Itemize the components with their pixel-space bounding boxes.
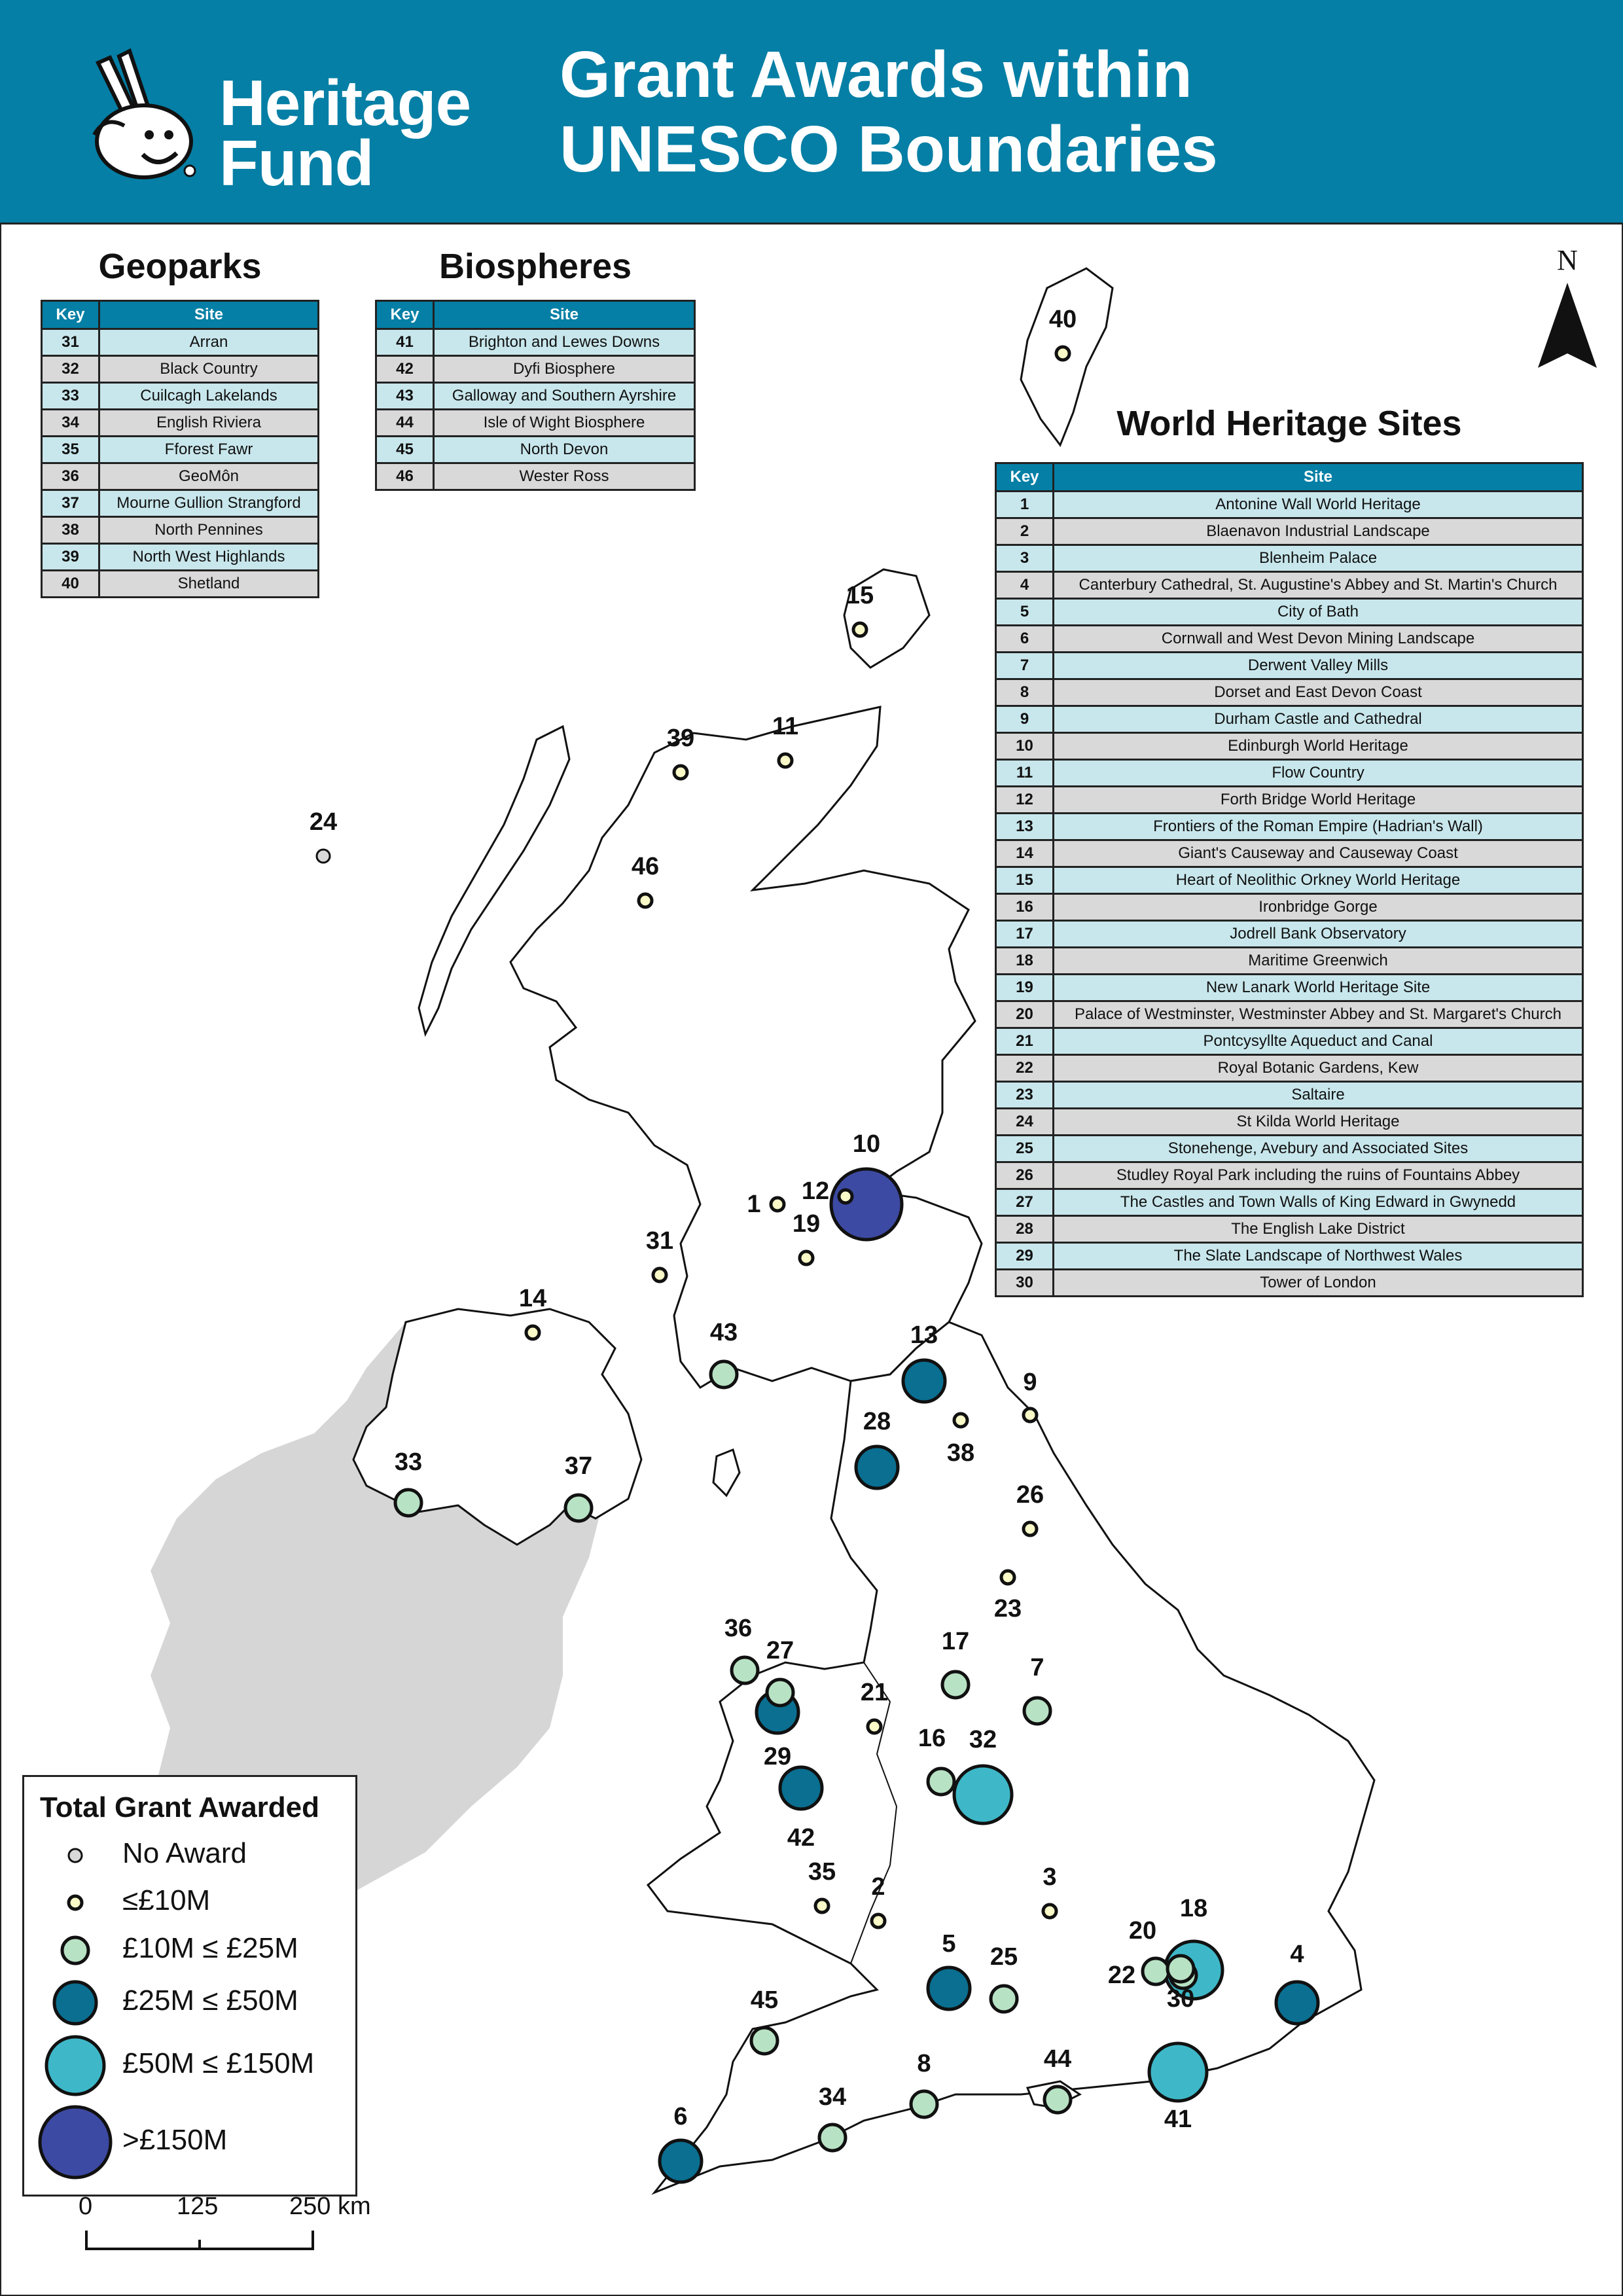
world-heritage-site-cell: Forth Bridge World Heritage: [1054, 787, 1583, 814]
site-marker-38: [954, 1414, 967, 1427]
legend-label-50-150m: £50M ≤ £150M: [122, 2047, 315, 2079]
site-marker-43: [711, 1361, 737, 1388]
site-marker-44: [1044, 2087, 1071, 2113]
site-marker-5: [928, 1967, 970, 2009]
legend-symbol-25-50m: [54, 1982, 96, 2024]
site-marker-13: [903, 1360, 945, 1402]
world-heritage-site-cell: The English Lake District: [1054, 1216, 1583, 1243]
site-marker-label-16: 16: [918, 1725, 946, 1752]
geopark-key-cell: 38: [42, 517, 99, 544]
world-heritage-key-cell: 18: [996, 948, 1054, 975]
site-marker-45: [751, 2028, 777, 2054]
world-heritage-key-cell: 19: [996, 975, 1054, 1001]
legend-label-25-50m: £25M ≤ £50M: [122, 1984, 298, 2017]
site-marker-26: [1024, 1522, 1037, 1535]
world-heritage-site-cell: Jodrell Bank Observatory: [1054, 921, 1583, 948]
site-marker-label-45: 45: [750, 1986, 779, 2014]
world-heritage-key-cell: 15: [996, 867, 1054, 894]
geopark-site-cell: Shetland: [99, 571, 319, 598]
world-heritage-row: [996, 1001, 1583, 1028]
world-heritage-row: [996, 975, 1583, 1001]
site-marker-34: [819, 2125, 846, 2151]
world-heritage-row: [996, 1082, 1583, 1109]
world-heritage-row: [996, 1216, 1583, 1243]
scale-bar: [65, 2193, 380, 2271]
world-heritage-row: [996, 787, 1583, 814]
site-marker-label-13: 13: [910, 1321, 938, 1349]
world-heritage-site-cell: St Kilda World Heritage: [1054, 1109, 1583, 1136]
site-marker-14: [526, 1326, 539, 1339]
site-marker-label-2: 2: [871, 1873, 885, 1901]
legend-label-10-25m: £10M ≤ £25M: [122, 1932, 298, 1964]
world-heritage-key-cell: 28: [996, 1216, 1054, 1243]
north-arrow: [1531, 243, 1603, 374]
world-heritage-row: [996, 1243, 1583, 1270]
site-marker-11: [779, 754, 792, 767]
geopark-site-cell: Mourne Gullion Strangford: [99, 490, 319, 517]
site-marker-label-29: 29: [763, 1743, 792, 1770]
world-heritage-key-cell: 11: [996, 760, 1054, 787]
scale-bar-line: [65, 2228, 327, 2254]
world-heritage-key-cell: 21: [996, 1028, 1054, 1055]
biospheres-heading: Biospheres: [438, 247, 632, 286]
site-marker-label-17: 17: [941, 1628, 970, 1655]
biosphere-site-cell: Dyfi Biosphere: [434, 356, 695, 383]
world-heritage-site-cell: Heart of Neolithic Orkney World Heritage: [1054, 867, 1583, 894]
site-marker-label-44: 44: [1043, 2045, 1072, 2073]
world-heritage-key-cell: 23: [996, 1082, 1054, 1109]
scale-label-125: 125: [177, 2193, 219, 2220]
world-heritage-row: [996, 921, 1583, 948]
geopark-key-cell: 39: [42, 544, 99, 571]
site-marker-label-38: 38: [946, 1439, 975, 1467]
site-marker-40: [1056, 347, 1069, 360]
site-marker-label-4: 4: [1290, 1941, 1304, 1968]
world-heritage-site-cell: Tower of London: [1054, 1270, 1583, 1297]
logo-text-fund: Fund: [219, 127, 374, 199]
world-heritage-key-cell: 26: [996, 1162, 1054, 1189]
site-marker-6: [660, 2140, 702, 2182]
geopark-site-cell: Cuilcagh Lakelands: [99, 383, 319, 410]
world-heritage-site-cell: Giant's Causeway and Causeway Coast: [1054, 840, 1583, 867]
world-heritage-site-cell: Saltaire: [1054, 1082, 1583, 1109]
biosphere-site-cell: North Devon: [434, 437, 695, 463]
world-heritage-site-cell: Durham Castle and Cathedral: [1054, 706, 1583, 733]
geopark-site-cell: North Pennines: [99, 517, 319, 544]
site-marker-label-24: 24: [309, 808, 338, 836]
scotland-outline: [510, 707, 982, 1388]
site-marker-23: [1001, 1571, 1014, 1584]
biospheres-col-key: Key: [376, 301, 434, 329]
site-marker-21: [868, 1720, 881, 1733]
scale-label-250: 250 km: [289, 2193, 371, 2220]
geopark-key-cell: 31: [42, 329, 99, 356]
geoparks-heading: Geoparks: [98, 247, 262, 286]
site-marker-label-10: 10: [852, 1130, 881, 1158]
site-marker-label-28: 28: [863, 1408, 891, 1435]
world-heritage-row: [996, 1189, 1583, 1216]
biosphere-key-cell: 43: [376, 383, 434, 410]
geopark-key-cell: 36: [42, 463, 99, 490]
site-marker-label-40: 40: [1048, 306, 1077, 333]
world-heritage-site-cell: Pontcysyllte Aqueduct and Canal: [1054, 1028, 1583, 1055]
world-heritage-col-site: Site: [1054, 463, 1583, 492]
site-marker-24: [317, 850, 330, 863]
biosphere-site-cell: Isle of Wight Biosphere: [434, 410, 695, 437]
biosphere-key-cell: 45: [376, 437, 434, 463]
site-marker-label-3: 3: [1043, 1863, 1057, 1891]
legend-symbol-gt-150m: [40, 2107, 111, 2178]
site-marker-10: [831, 1169, 902, 1240]
biosphere-key-cell: 44: [376, 410, 434, 437]
geopark-key-cell: 40: [42, 571, 99, 598]
page-title-line2: UNESCO Boundaries: [560, 113, 1218, 186]
world-heritage-site-cell: Canterbury Cathedral, St. Augustine's Abbey and St. Martin's Church: [1054, 572, 1583, 599]
world-heritage-site-cell: Blaenavon Industrial Landscape: [1054, 518, 1583, 545]
site-marker-label-35: 35: [808, 1858, 836, 1886]
world-heritage-row: [996, 492, 1583, 518]
world-heritage-row: [996, 867, 1583, 894]
north-arrow-icon: [1531, 283, 1603, 374]
site-marker-label-20: 20: [1128, 1917, 1157, 1945]
site-marker-label-42: 42: [787, 1824, 815, 1852]
world-heritage-key-cell: 22: [996, 1055, 1054, 1082]
world-heritage-row: [996, 706, 1583, 733]
world-heritage-key-cell: 29: [996, 1243, 1054, 1270]
world-heritage-site-cell: Maritime Greenwich: [1054, 948, 1583, 975]
site-marker-12: [839, 1190, 852, 1203]
legend-symbol-le-10m: [69, 1896, 82, 1909]
world-heritage-row: [996, 679, 1583, 706]
site-marker-28: [856, 1446, 898, 1488]
site-marker-25: [991, 1986, 1017, 2012]
site-marker-9: [1024, 1408, 1037, 1422]
grant-legend: [22, 1775, 357, 2197]
legend-title: Total Grant Awarded: [40, 1791, 320, 1823]
legend-label-gt-150m: >£150M: [122, 2124, 228, 2156]
site-marker-label-15: 15: [846, 582, 874, 609]
site-marker-41: [1149, 2043, 1207, 2101]
site-marker-label-12: 12: [801, 1177, 830, 1205]
site-marker-label-31: 31: [645, 1227, 674, 1255]
world-heritage-row: [996, 840, 1583, 867]
site-marker-33: [395, 1490, 421, 1516]
site-marker-label-6: 6: [673, 2103, 688, 2130]
site-marker-35: [815, 1899, 829, 1912]
world-heritage-row: [996, 1055, 1583, 1082]
world-heritage-key-cell: 14: [996, 840, 1054, 867]
site-marker-46: [639, 894, 652, 907]
world-heritage-key-cell: 16: [996, 894, 1054, 921]
site-marker-37: [565, 1495, 592, 1521]
world-heritage-site-cell: Ironbridge Gorge: [1054, 894, 1583, 921]
world-heritage-key-cell: 5: [996, 599, 1054, 626]
world-heritage-site-cell: Cornwall and West Devon Mining Landscape: [1054, 626, 1583, 653]
biospheres-col-site: Site: [434, 301, 695, 329]
site-marker-label-22: 22: [1107, 1962, 1136, 1989]
world-heritage-key-cell: 2: [996, 518, 1054, 545]
world-heritage-site-cell: Blenheim Palace: [1054, 545, 1583, 572]
world-heritage-key-cell: 25: [996, 1136, 1054, 1162]
site-marker-label-32: 32: [969, 1726, 997, 1753]
world-heritage-site-cell: Stonehenge, Avebury and Associated Sites: [1054, 1136, 1583, 1162]
geopark-site-cell: North West Highlands: [99, 544, 319, 571]
site-marker-label-39: 39: [666, 725, 695, 752]
site-marker-label-27: 27: [766, 1637, 794, 1664]
geopark-site-cell: Arran: [99, 329, 319, 356]
world-heritage-row: [996, 518, 1583, 545]
biosphere-key-cell: 42: [376, 356, 434, 383]
scale-label-0: 0: [79, 2193, 93, 2220]
legend-symbol-10-25m: [62, 1937, 88, 1964]
site-marker-32: [954, 1766, 1012, 1823]
lottery-hand-icon: [79, 37, 203, 181]
world-heritage-key-cell: 12: [996, 787, 1054, 814]
legend-symbols: [24, 1777, 116, 2195]
world-heritage-key-cell: 9: [996, 706, 1054, 733]
site-marker-31: [653, 1268, 666, 1282]
world-heritage-row: [996, 1109, 1583, 1136]
world-heritage-row: [996, 1136, 1583, 1162]
world-heritage-site-cell: Royal Botanic Gardens, Kew: [1054, 1055, 1583, 1082]
site-marker-19: [800, 1251, 813, 1265]
legend-symbol-no-award: [69, 1849, 82, 1862]
world-heritage-row: [996, 545, 1583, 572]
site-marker-label-23: 23: [993, 1595, 1022, 1623]
biosphere-site-cell: Wester Ross: [434, 463, 695, 490]
geopark-site-cell: GeoMôn: [99, 463, 319, 490]
site-marker-label-14: 14: [518, 1285, 547, 1312]
world-heritage-key-cell: 27: [996, 1189, 1054, 1216]
world-heritage-site-cell: Palace of Westminster, Westminster Abbey and St. Margaret's Church: [1054, 1001, 1583, 1028]
world-heritage-key-cell: 4: [996, 572, 1054, 599]
site-marker-label-25: 25: [990, 1943, 1018, 1971]
world-heritage-key-cell: 30: [996, 1270, 1054, 1297]
legend-label-le-10m: ≤£10M: [122, 1884, 211, 1916]
world-heritage-row: [996, 1270, 1583, 1297]
site-marker-label-30: 30: [1166, 1985, 1195, 2013]
site-marker-label-26: 26: [1016, 1481, 1044, 1509]
site-marker-36: [732, 1657, 758, 1683]
site-marker-label-41: 41: [1164, 2106, 1192, 2133]
site-marker-16: [928, 1768, 954, 1795]
geopark-key-cell: 32: [42, 356, 99, 383]
geopark-key-cell: 34: [42, 410, 99, 437]
biosphere-key-cell: 41: [376, 329, 434, 356]
world-heritage-row: [996, 626, 1583, 653]
world-heritage-heading: World Heritage Sites: [1116, 404, 1462, 443]
legend-label-no-award: No Award: [122, 1837, 247, 1869]
site-marker-17: [942, 1672, 969, 1698]
world-heritage-row: [996, 572, 1583, 599]
site-marker-8: [911, 2091, 937, 2117]
world-heritage-site-cell: Antonine Wall World Heritage: [1054, 492, 1583, 518]
world-heritage-site-cell: Studley Royal Park including the ruins of Fountains Abbey: [1054, 1162, 1583, 1189]
geoparks-col-site: Site: [99, 301, 319, 329]
world-heritage-key-cell: 7: [996, 653, 1054, 679]
site-marker-3: [1043, 1905, 1056, 1918]
site-marker-label-11: 11: [772, 713, 799, 740]
world-heritage-row: [996, 653, 1583, 679]
site-marker-39: [674, 766, 687, 779]
site-marker-label-34: 34: [818, 2083, 847, 2111]
site-marker-30: [1168, 1956, 1194, 1982]
world-heritage-key-cell: 20: [996, 1001, 1054, 1028]
world-heritage-row: [996, 599, 1583, 626]
site-marker-label-8: 8: [917, 2050, 931, 2077]
site-marker-27: [767, 1679, 793, 1706]
world-heritage-row: [996, 814, 1583, 840]
site-marker-label-36: 36: [724, 1615, 753, 1642]
world-heritage-site-cell: Flow Country: [1054, 760, 1583, 787]
biosphere-site-cell: Brighton and Lewes Downs: [434, 329, 695, 356]
world-heritage-row: [996, 948, 1583, 975]
geopark-site-cell: Fforest Fawr: [99, 437, 319, 463]
world-heritage-key-cell: 10: [996, 733, 1054, 760]
site-marker-label-33: 33: [394, 1448, 423, 1476]
world-heritage-key-cell: 3: [996, 545, 1054, 572]
site-marker-20: [1143, 1958, 1169, 1984]
site-marker-label-7: 7: [1030, 1654, 1044, 1681]
site-marker-2: [872, 1914, 885, 1928]
site-marker-label-5: 5: [942, 1930, 956, 1958]
england-wales-outline: [648, 1322, 1374, 2193]
world-heritage-site-cell: City of Bath: [1054, 599, 1583, 626]
geopark-key-cell: 35: [42, 437, 99, 463]
world-heritage-key-cell: 1: [996, 492, 1054, 518]
site-marker-label-1: 1: [747, 1191, 761, 1218]
world-heritage-row: [996, 760, 1583, 787]
world-heritage-site-cell: The Castles and Town Walls of King Edward in Gwynedd: [1054, 1189, 1583, 1216]
world-heritage-site-cell: Derwent Valley Mills: [1054, 653, 1583, 679]
world-heritage-row: [996, 1162, 1583, 1189]
site-marker-42: [780, 1767, 822, 1809]
site-marker-label-18: 18: [1179, 1895, 1208, 1922]
isle-of-man-outline: [713, 1450, 740, 1496]
world-heritage-key-cell: 24: [996, 1109, 1054, 1136]
geoparks-col-key: Key: [42, 301, 99, 329]
site-marker-label-19: 19: [792, 1210, 821, 1238]
world-heritage-site-cell: Dorset and East Devon Coast: [1054, 679, 1583, 706]
site-marker-4: [1276, 1982, 1318, 2024]
north-label: N: [1557, 244, 1578, 276]
geopark-site-cell: English Riviera: [99, 410, 319, 437]
biosphere-site-cell: Galloway and Southern Ayrshire: [434, 383, 695, 410]
world-heritage-key-cell: 13: [996, 814, 1054, 840]
site-marker-label-37: 37: [564, 1452, 593, 1480]
header-banner: [0, 0, 1623, 224]
site-marker-label-46: 46: [631, 853, 660, 880]
world-heritage-site-cell: Edinburgh World Heritage: [1054, 733, 1583, 760]
geopark-key-cell: 33: [42, 383, 99, 410]
geopark-site-cell: Black Country: [99, 356, 319, 383]
world-heritage-site-cell: New Lanark World Heritage Site: [1054, 975, 1583, 1001]
page-title-line1: Grant Awards within: [560, 38, 1192, 111]
legend-symbol-50-150m: [46, 2037, 104, 2094]
world-heritage-site-cell: The Slate Landscape of Northwest Wales: [1054, 1243, 1583, 1270]
world-heritage-key-cell: 8: [996, 679, 1054, 706]
site-marker-label-43: 43: [709, 1319, 738, 1346]
world-heritage-row: [996, 1028, 1583, 1055]
biosphere-key-cell: 46: [376, 463, 434, 490]
site-marker-label-9: 9: [1023, 1369, 1037, 1396]
world-heritage-row: [996, 733, 1583, 760]
world-heritage-row: [996, 894, 1583, 921]
world-heritage-key-cell: 17: [996, 921, 1054, 948]
site-marker-1: [771, 1198, 784, 1211]
world-heritage-site-cell: Frontiers of the Roman Empire (Hadrian's Wall): [1054, 814, 1583, 840]
site-marker-15: [853, 623, 866, 636]
world-heritage-key-cell: 6: [996, 626, 1054, 653]
site-marker-7: [1024, 1698, 1050, 1724]
geopark-key-cell: 37: [42, 490, 99, 517]
world-heritage-table: [995, 462, 1584, 1297]
site-marker-label-21: 21: [860, 1679, 889, 1706]
world-heritage-col-key: Key: [996, 463, 1054, 492]
logo-text-heritage: Heritage: [219, 67, 471, 139]
